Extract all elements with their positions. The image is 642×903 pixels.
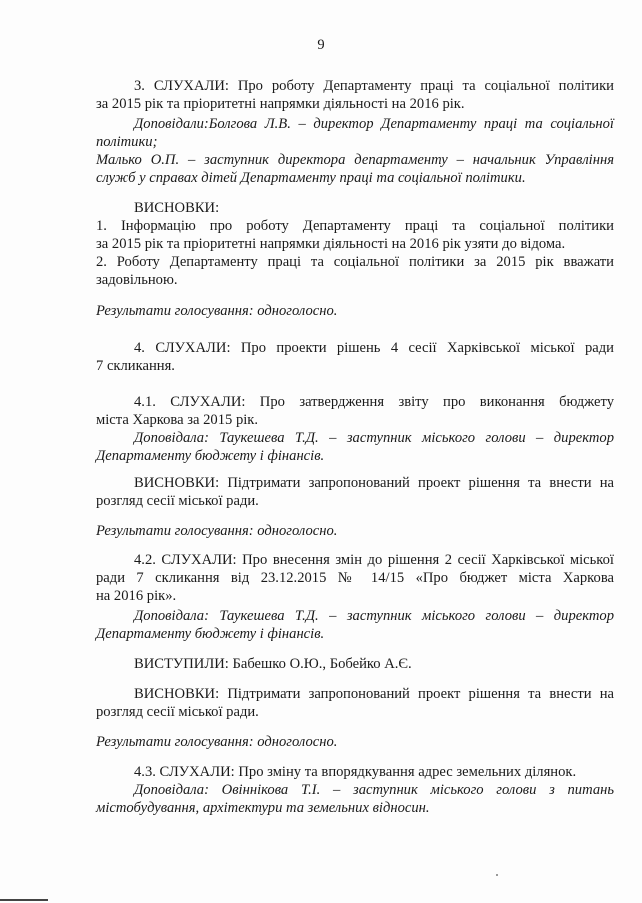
- text-line: 7 скликання.: [96, 358, 175, 374]
- text-line: Малько О.П. – заступник директора департаменту – начальник Управління: [96, 152, 614, 168]
- scan-edge-mark: [0, 899, 48, 901]
- text-line: за 2015 рік та пріоритетні напрямки діяльності на 2016 рік.: [96, 96, 465, 112]
- text-line: на 2016 рік».: [96, 588, 177, 604]
- text-line: політики;: [96, 134, 158, 150]
- text-line: міста Харкова за 2015 рік.: [96, 412, 259, 428]
- scan-speck: [496, 874, 498, 876]
- text-line: 3. СЛУХАЛИ: Про роботу Департаменту праці та соціальної політики: [134, 78, 614, 94]
- text-line: містобудування, архітектури та земельних відносин.: [96, 800, 430, 816]
- text-line: 4. СЛУХАЛИ: Про проекти рішень 4 сесії Харківської міської ради: [134, 340, 614, 356]
- text-line: задовільною.: [96, 272, 178, 288]
- text-line: Результати голосування: одноголосно.: [96, 523, 338, 539]
- text-line: за 2015 рік та пріоритетні напрямки діяльності на 2016 рік узяти до відома.: [96, 236, 566, 252]
- text-line: ВИСНОВКИ: Підтримати запропонований проект рішення та внести на: [134, 686, 614, 702]
- text-line: Доповідала: Овіннікова Т.І. – заступник міського голови з питань: [134, 782, 614, 798]
- text-line: ВИСТУПИЛИ: Бабешко О.Ю., Бобейко А.Є.: [134, 656, 412, 672]
- text-line: 4.2. СЛУХАЛИ: Про внесення змін до рішення 2 сесії Харківської міської: [134, 552, 614, 568]
- text-line: 1. Інформацію про роботу Департаменту праці та соціальної політики: [96, 218, 614, 234]
- text-line: ВИСНОВКИ: Підтримати запропонований проект рішення та внести на: [134, 475, 614, 491]
- text-line: служб у справах дітей Департаменту праці та соціальної політики.: [96, 170, 526, 186]
- text-line: Результати голосування: одноголосно.: [96, 734, 338, 750]
- text-line: 4.1. СЛУХАЛИ: Про затвердження звіту про виконання бюджету: [134, 394, 614, 410]
- text-line: 4.3. СЛУХАЛИ: Про зміну та впорядкування адрес земельних ділянок.: [134, 764, 577, 780]
- text-line: Доповідала: Таукешева Т.Д. – заступник міського голови – директор: [134, 430, 614, 446]
- page-number: 9: [317, 37, 325, 53]
- text-line: Доповідала: Таукешева Т.Д. – заступник міського голови – директор: [134, 608, 614, 624]
- text-line: Результати голосування: одноголосно.: [96, 303, 338, 319]
- text-line: Департаменту бюджету і фінансів.: [96, 448, 325, 464]
- text-line: Департаменту бюджету і фінансів.: [96, 626, 325, 642]
- text-line: розгляд сесії міської ради.: [96, 704, 259, 720]
- text-line: ВИСНОВКИ:: [134, 200, 220, 216]
- text-line: розгляд сесії міської ради.: [96, 493, 259, 509]
- text-line: Доповідали:Болгова Л.В. – директор Департаменту праці та соціальної: [134, 116, 614, 132]
- text-line: 2. Роботу Департаменту праці та соціальної політики за 2015 рік вважати: [96, 254, 614, 270]
- text-line: ради 7 скликання від 23.12.2015 № 14/15 «Про бюджет міста Харкова: [96, 570, 614, 586]
